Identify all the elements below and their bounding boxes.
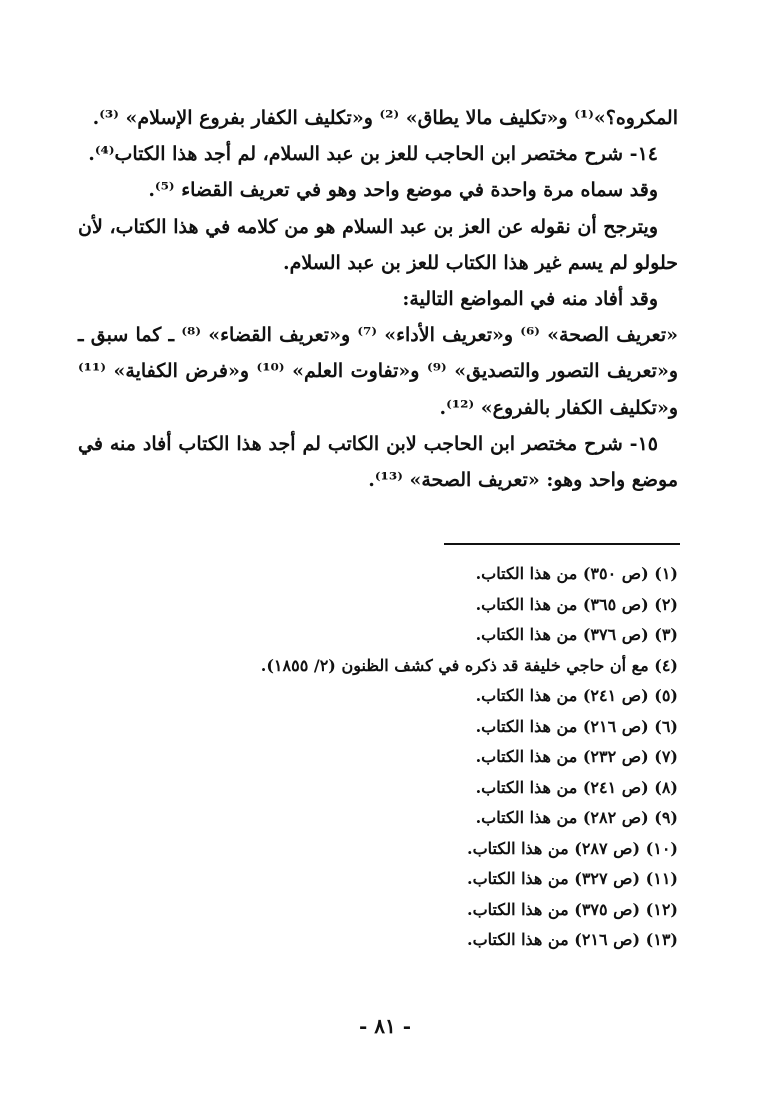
footnote-item: (١٢) (ص ٣٧٥) من هذا الكتاب. [467,899,678,919]
paragraph: وقد سماه مرة واحدة في موضع واحد وهو في تعريف القضاء ⁽⁵⁾. [148,179,658,202]
footnote-item: (٧) (ص ٢٣٢) من هذا الكتاب. [475,747,678,766]
footnote-item: (٨) (ص ٢٤١) من هذا الكتاب. [475,777,678,797]
main-text [78,100,678,498]
footnotes-list [78,559,678,956]
footnote-item: (٣) (ص ٣٧٦) من هذا الكتاب. [475,625,678,644]
footnote-item: (٦) (ص ٢١٦) من هذا الكتاب. [475,716,678,736]
footnote-separator [444,543,680,545]
footnote-item: (٢) (ص ٣٦٥) من هذا الكتاب. [475,594,678,614]
paragraph: «تعريف الصحة» ⁽⁶⁾ و«تعريف الأداء» ⁽⁷⁾ و«تعريف القضاء» ⁽⁸⁾ ـ كما سبق ـ و«تعريف التصور والتصديق» ⁽⁹⁾ و«تفاوت العلم» ⁽¹⁰⁾ و«فرض الكفاية» ⁽¹¹⁾ و«تكليف الكفار بالفروع» ⁽¹²⁾. [78,324,679,419]
footnote-item: (٤) مع أن حاجي خليفة قد ذكره في كشف الظنون (٢/ ١٨٥٥). [260,655,678,675]
footnote-item: (٥) (ص ٢٤١) من هذا الكتاب. [475,686,678,705]
page-number: - ٨١ - [358,1014,411,1038]
paragraph: ويترجح أن نقوله عن العز بن عبد السلام هو من كلامه في هذا الكتاب، لأن حلولو لم يسم غير هذا الكتاب للعز بن عبد السلام. [78,215,678,274]
footnote-item: (١١) (ص ٣٢٧) من هذا الكتاب. [467,869,678,888]
footnote-item: (١) (ص ٣٥٠) من هذا الكتاب. [475,564,678,583]
paragraph: ١٤- شرح مختصر ابن الحاجب للعز بن عبد السلام، لم أجد هذا الكتاب⁽⁴⁾. [88,143,658,166]
footnote-item: (١٣) (ص ٢١٦) من هذا الكتاب. [467,930,678,949]
footnote-item: (٩) (ص ٢٨٢) من هذا الكتاب. [475,808,678,827]
footnote-item: (١٠) (ص ٢٨٧) من هذا الكتاب. [467,838,678,858]
paragraph: ١٥- شرح مختصر ابن الحاجب لابن الكاتب لم أجد هذا الكتاب أفاد منه في موضع واحد وهو: «تعريف الصحة» ⁽¹³⁾. [78,432,678,492]
paragraph: المكروه؟»⁽¹⁾ و«تكليف مالا يطاق» ⁽²⁾ و«تكليف الكفار بفروع الإسلام» ⁽³⁾. [92,107,678,129]
paragraph: وقد أفاد منه في المواضع التالية: [402,288,658,311]
